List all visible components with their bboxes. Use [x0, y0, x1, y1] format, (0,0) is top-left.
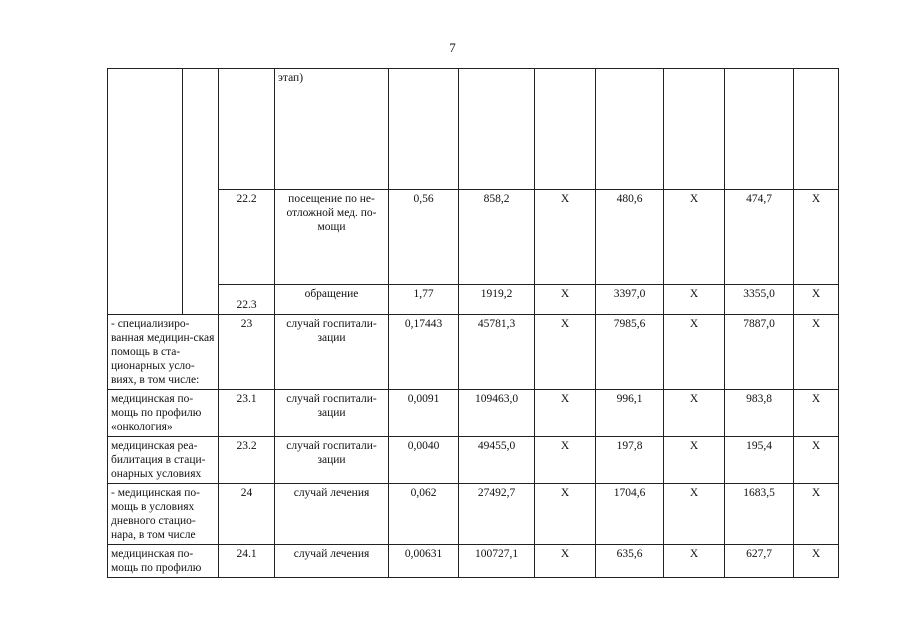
value-cell: X — [664, 484, 725, 545]
value-cell: 1704,6 — [596, 484, 664, 545]
value-cell: 45781,3 — [459, 315, 535, 390]
value-cell: 0,00631 — [389, 545, 459, 578]
value-cell: 1,77 — [389, 285, 459, 315]
value-cell: 7985,6 — [596, 315, 664, 390]
value-cell: 109463,0 — [459, 390, 535, 437]
value-cell — [794, 69, 839, 190]
value-cell: 858,2 — [459, 190, 535, 285]
value-cell: 27492,7 — [459, 484, 535, 545]
unit-cell: случай госпитали-зации — [275, 390, 389, 437]
value-cell: X — [794, 437, 839, 484]
service-cell: медицинская по-мощь по профилю — [108, 545, 219, 578]
code-cell: 24.1 — [219, 545, 275, 578]
value-cell: 0,062 — [389, 484, 459, 545]
value-cell: X — [794, 285, 839, 315]
table-row — [108, 545, 839, 578]
blank-cell — [183, 69, 219, 315]
value-cell: 0,0040 — [389, 437, 459, 484]
table-row — [108, 390, 839, 437]
code-cell — [219, 69, 275, 190]
value-cell: 0,0091 — [389, 390, 459, 437]
value-cell: 7887,0 — [725, 315, 794, 390]
value-cell — [535, 69, 596, 190]
value-cell: X — [794, 390, 839, 437]
value-cell: 3355,0 — [725, 285, 794, 315]
value-cell: X — [664, 190, 725, 285]
value-cell: 474,7 — [725, 190, 794, 285]
tariff-table — [107, 68, 839, 578]
value-cell: 983,8 — [725, 390, 794, 437]
value-cell — [459, 69, 535, 190]
value-cell — [596, 69, 664, 190]
unit-cell: случай госпитали-зации — [275, 437, 389, 484]
code-cell: 22.2 — [219, 190, 275, 285]
value-cell: 195,4 — [725, 437, 794, 484]
code-cell: 23 — [219, 315, 275, 390]
table-row — [108, 437, 839, 484]
value-cell: X — [664, 285, 725, 315]
value-cell: X — [535, 390, 596, 437]
code-cell: 23.1 — [219, 390, 275, 437]
value-cell: 635,6 — [596, 545, 664, 578]
value-cell: 49455,0 — [459, 437, 535, 484]
value-cell: 627,7 — [725, 545, 794, 578]
code-cell: 23.2 — [219, 437, 275, 484]
unit-cell: случай лечения — [275, 484, 389, 545]
value-cell: X — [535, 285, 596, 315]
value-cell: X — [664, 545, 725, 578]
value-cell: 100727,1 — [459, 545, 535, 578]
service-cell: медицинская реа-билитация в стаци-онарных условиях — [108, 437, 219, 484]
value-cell: 3397,0 — [596, 285, 664, 315]
value-cell: X — [794, 484, 839, 545]
value-cell: X — [794, 545, 839, 578]
service-cell-empty — [108, 69, 183, 315]
unit-cell: обращение — [275, 285, 389, 315]
service-cell: - медицинская по-мощь в условиях дневного стацио-нара, в том числе — [108, 484, 219, 545]
value-cell: X — [535, 190, 596, 285]
table-row — [108, 484, 839, 545]
table-row — [108, 69, 839, 190]
value-cell: 480,6 — [596, 190, 664, 285]
value-cell: X — [535, 545, 596, 578]
value-cell: 996,1 — [596, 390, 664, 437]
code-cell: 22.3 — [219, 285, 275, 315]
code-cell: 24 — [219, 484, 275, 545]
value-cell — [725, 69, 794, 190]
service-cell: - специализиро-ванная медицин-ская помощь в ста-ционарных усло-виях, в том числе: — [108, 315, 219, 390]
unit-cell: этап) — [275, 69, 389, 190]
service-cell: медицинская по-мощь по профилю «онкология» — [108, 390, 219, 437]
value-cell: 0,17443 — [389, 315, 459, 390]
value-cell — [389, 69, 459, 190]
value-cell: X — [794, 315, 839, 390]
value-cell: X — [535, 315, 596, 390]
value-cell: 197,8 — [596, 437, 664, 484]
value-cell: X — [794, 190, 839, 285]
table-row — [108, 315, 839, 390]
value-cell: X — [664, 390, 725, 437]
unit-cell: случай госпитали-зации — [275, 315, 389, 390]
value-cell: X — [664, 437, 725, 484]
value-cell: 0,56 — [389, 190, 459, 285]
value-cell: X — [535, 484, 596, 545]
page-number: 7 — [449, 40, 456, 55]
value-cell — [664, 69, 725, 190]
unit-cell: посещение по не-отложной мед. по-мощи — [275, 190, 389, 285]
value-cell: 1683,5 — [725, 484, 794, 545]
unit-cell: случай лечения — [275, 545, 389, 578]
value-cell: X — [664, 315, 725, 390]
value-cell: X — [535, 437, 596, 484]
value-cell: 1919,2 — [459, 285, 535, 315]
